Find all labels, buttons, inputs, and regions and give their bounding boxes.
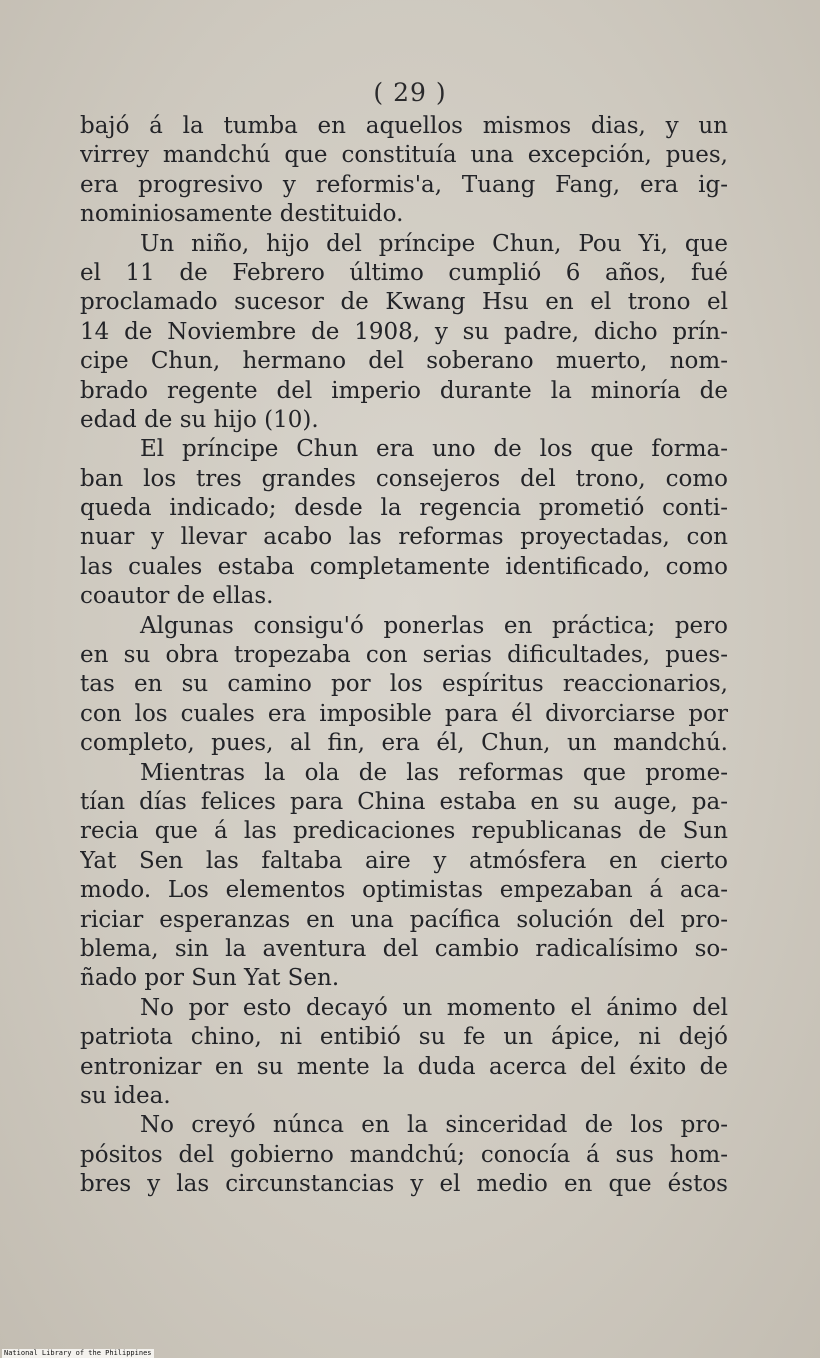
text-line: queda indicado; desde la regencia prometió conti- <box>80 495 728 522</box>
text-line: nominiosamente destituido. <box>80 201 404 228</box>
text-line: riciar esperanzas en una pacífica solución del pro- <box>80 906 728 933</box>
text-line: era progresivo y reformis'a, Tuang Fang, era ig- <box>80 171 728 198</box>
text-line: cipe Chun, hermano del soberano muerto, nom- <box>80 348 728 375</box>
text-line: completo, pues, al fin, era él, Chun, un mandchú. <box>80 730 728 757</box>
text-line: modo. Los elementos optimistas empezaban á aca- <box>80 877 728 904</box>
text-line: ban los tres grandes consejeros del trono, como <box>80 465 728 492</box>
text-line: 14 de Noviembre de 1908, y su padre, dicho prín- <box>80 318 728 345</box>
paragraph-start-line: Un niño, hijo del príncipe Chun, Pou Yi, que <box>140 230 728 257</box>
text-line: ñado por Sun Yat Sen. <box>80 965 340 992</box>
text-line: bajó á la tumba en aquellos mismos dias, y un <box>80 113 728 139</box>
text-line: el 11 de Febrero último cumplió 6 años, fué <box>80 259 728 286</box>
text-line: las cuales estaba completamente identificado, como <box>80 553 728 580</box>
text-line: proclamado sucesor de Kwang Hsu en el trono el <box>80 289 728 316</box>
text-line: tían días felices para China estaba en su auge, pa- <box>80 788 728 815</box>
text-line: su idea. <box>80 1082 171 1109</box>
text-line: en su obra tropezaba con serias dificultades, pues- <box>80 642 728 669</box>
text-line: Yat Sen las faltaba aire y atmósfera en cierto <box>80 847 728 874</box>
text-line: tas en su camino por los espíritus reaccionarios, <box>80 671 728 698</box>
library-credit: National Library of the Philippines <box>4 1349 152 1357</box>
paragraph-start-line: Algunas consigu'ó ponerlas en práctica; pero <box>140 612 728 639</box>
text-line: coautor de ellas. <box>80 583 274 610</box>
paragraph-start-line: No por esto decayó un momento el ánimo del <box>140 994 728 1021</box>
text-line: blema, sin la aventura del cambio radicalísimo so- <box>80 935 728 962</box>
text-line: pósitos del gobierno mandchú; conocía á sus hom- <box>80 1141 728 1168</box>
paragraph-start-line: No creyó núnca en la sinceridad de los pro- <box>140 1112 728 1139</box>
text-line: patriota chino, ni entibió su fe un ápice, ni dejó <box>80 1024 728 1051</box>
text-line: nuar y llevar acabo las reformas proyectadas, con <box>80 524 728 551</box>
paragraph-start-line: El príncipe Chun era uno de los que forma- <box>140 436 728 463</box>
text-line: entronizar en su mente la duda acerca del éxito de <box>80 1053 728 1080</box>
paragraph-start-line: Mientras la ola de las reformas que prome- <box>140 759 728 786</box>
text-line: recia que á las predicaciones republicanas de Sun <box>80 818 728 845</box>
text-line: con los cuales era imposible para él divorciarse por <box>80 700 728 727</box>
page-number: ( 29 ) <box>373 78 447 107</box>
text-line: virrey mandchú que constituía una excepción, pues, <box>80 142 728 169</box>
text-line: brado regente del imperio durante la minoría de <box>80 377 728 404</box>
body-text <box>80 112 728 1199</box>
text-line: bres y las circunstancias y el medio en que éstos <box>80 1171 728 1198</box>
text-line: edad de su hijo (10). <box>80 406 319 433</box>
